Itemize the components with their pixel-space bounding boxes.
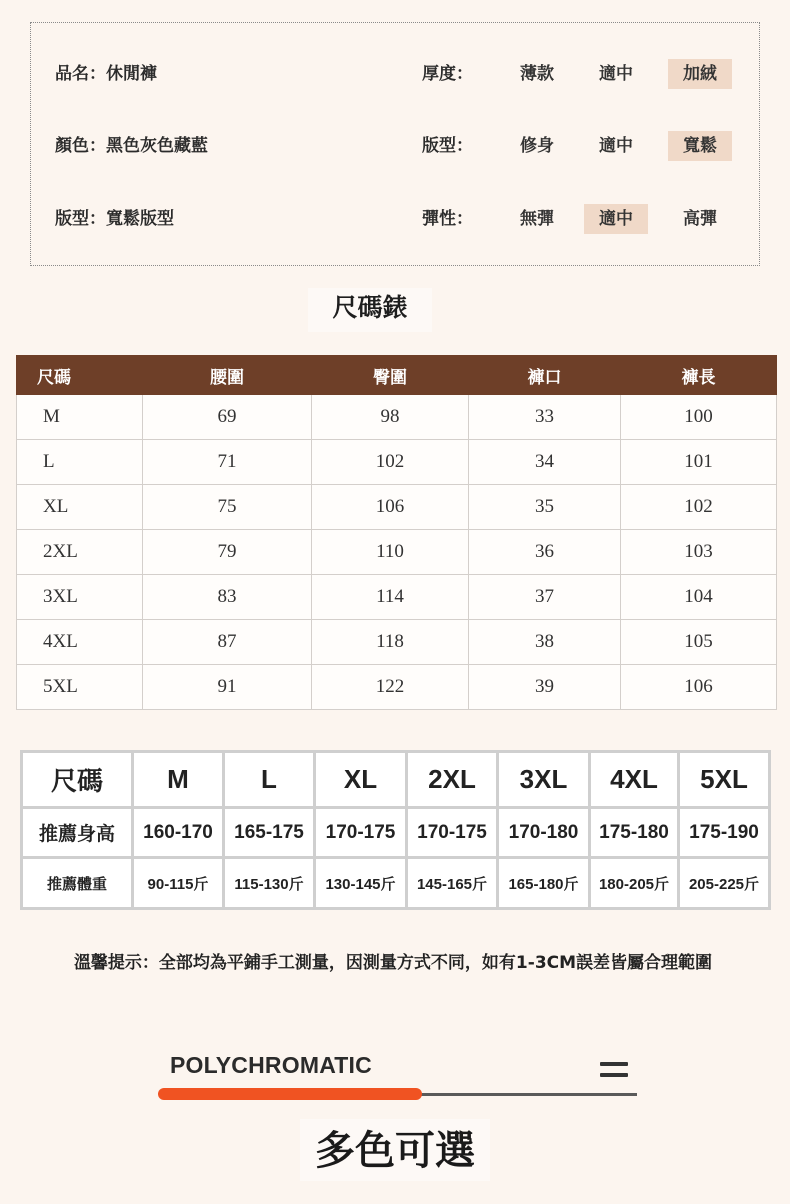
spec-colors: 顏色：黑色灰色藏藍	[55, 136, 208, 156]
weight-row-label: 推薦體重	[22, 858, 133, 909]
spec-product-name: 品名：休閒褲	[55, 64, 157, 84]
size-column-header: M	[133, 752, 224, 808]
leg-opening-cell: 37	[469, 575, 621, 620]
stretch-option: 適中	[584, 204, 648, 234]
header-length: 褲長	[621, 356, 777, 395]
waist-cell: 83	[143, 575, 312, 620]
brand-title: POLYCHROMATIC	[170, 1052, 372, 1078]
length-cell: 103	[621, 530, 777, 575]
color-options-caption: 多色可選	[300, 1119, 490, 1181]
fit-option: 寬鬆	[668, 131, 732, 161]
fit-option: 修身	[520, 136, 554, 156]
recommend-header-row	[22, 752, 770, 808]
hip-cell: 118	[312, 620, 469, 665]
size-column-header: 5XL	[679, 752, 770, 808]
height-range-cell: 160-170	[133, 808, 224, 858]
length-cell: 100	[621, 395, 777, 440]
waist-cell: 69	[143, 395, 312, 440]
size-row	[17, 575, 777, 620]
height-range-cell: 170-180	[498, 808, 590, 858]
fit-option: 適中	[599, 136, 633, 156]
size-row	[17, 620, 777, 665]
header-leg-opening: 褲口	[469, 356, 621, 395]
spec-fit-label: 版型：	[422, 136, 473, 156]
spec-stretch-row	[422, 204, 734, 234]
size-column-header: L	[224, 752, 315, 808]
size-column-header: XL	[315, 752, 407, 808]
leg-opening-cell: 38	[469, 620, 621, 665]
weight-range-cell: 130-145斤	[315, 858, 407, 909]
height-range-cell: 165-175	[224, 808, 315, 858]
spec-thickness-row	[422, 59, 734, 89]
height-range-cell: 175-180	[590, 808, 679, 858]
length-cell: 102	[621, 485, 777, 530]
size-row	[17, 485, 777, 530]
accent-bar	[158, 1088, 422, 1100]
length-cell: 104	[621, 575, 777, 620]
measurement-note: 溫馨提示：全部均為平鋪手工測量，因測量方式不同，如有1-3CM誤差皆屬合理範圍	[73, 953, 713, 973]
length-cell: 106	[621, 665, 777, 710]
size-row	[17, 440, 777, 485]
hip-cell: 98	[312, 395, 469, 440]
waist-cell: 75	[143, 485, 312, 530]
recommend-weight-row	[22, 858, 770, 909]
stretch-option: 無彈	[520, 209, 554, 229]
hip-cell: 110	[312, 530, 469, 575]
thickness-option: 加絨	[668, 59, 732, 89]
leg-opening-cell: 36	[469, 530, 621, 575]
stretch-option: 高彈	[683, 209, 717, 229]
waist-cell: 91	[143, 665, 312, 710]
weight-range-cell: 145-165斤	[407, 858, 498, 909]
height-range-cell: 175-190	[679, 808, 770, 858]
header-waist: 腰圍	[143, 356, 312, 395]
hip-cell: 102	[312, 440, 469, 485]
size-chart-table	[16, 355, 777, 710]
spec-thickness-label: 厚度：	[422, 64, 473, 84]
size-cell: M	[17, 395, 143, 440]
divider-line	[418, 1093, 637, 1096]
leg-opening-cell: 33	[469, 395, 621, 440]
size-column-header: 2XL	[407, 752, 498, 808]
size-cell: 4XL	[17, 620, 143, 665]
height-range-cell: 170-175	[315, 808, 407, 858]
weight-range-cell: 115-130斤	[224, 858, 315, 909]
recommend-height-row	[22, 808, 770, 858]
weight-range-cell: 180-205斤	[590, 858, 679, 909]
weight-range-cell: 90-115斤	[133, 858, 224, 909]
recommend-table	[20, 750, 771, 910]
length-cell: 105	[621, 620, 777, 665]
size-row	[17, 395, 777, 440]
waist-cell: 79	[143, 530, 312, 575]
size-cell: 2XL	[17, 530, 143, 575]
size-column-header: 3XL	[498, 752, 590, 808]
size-chart-header-row	[17, 356, 777, 395]
product-spec-panel	[30, 22, 760, 266]
height-row-label: 推薦身高	[22, 808, 133, 858]
waist-cell: 71	[143, 440, 312, 485]
size-label-header: 尺碼	[22, 752, 133, 808]
size-row	[17, 665, 777, 710]
weight-range-cell: 165-180斤	[498, 858, 590, 909]
waist-cell: 87	[143, 620, 312, 665]
hip-cell: 106	[312, 485, 469, 530]
header-size: 尺碼	[17, 356, 143, 395]
spec-fit-type: 版型：寬鬆版型	[55, 209, 174, 229]
size-column-header: 4XL	[590, 752, 679, 808]
spec-fit-row	[422, 131, 734, 161]
size-cell: 3XL	[17, 575, 143, 620]
size-chart-title: 尺碼錶	[308, 288, 432, 332]
thickness-option: 薄款	[520, 64, 554, 84]
size-row	[17, 530, 777, 575]
leg-opening-cell: 39	[469, 665, 621, 710]
hip-cell: 122	[312, 665, 469, 710]
size-cell: 5XL	[17, 665, 143, 710]
thickness-option: 適中	[599, 64, 633, 84]
leg-opening-cell: 35	[469, 485, 621, 530]
weight-range-cell: 205-225斤	[679, 858, 770, 909]
size-cell: XL	[17, 485, 143, 530]
spec-stretch-label: 彈性：	[422, 209, 473, 229]
header-hip: 臀圍	[312, 356, 469, 395]
leg-opening-cell: 34	[469, 440, 621, 485]
length-cell: 101	[621, 440, 777, 485]
hip-cell: 114	[312, 575, 469, 620]
height-range-cell: 170-175	[407, 808, 498, 858]
menu-icon	[600, 1062, 628, 1078]
size-cell: L	[17, 440, 143, 485]
